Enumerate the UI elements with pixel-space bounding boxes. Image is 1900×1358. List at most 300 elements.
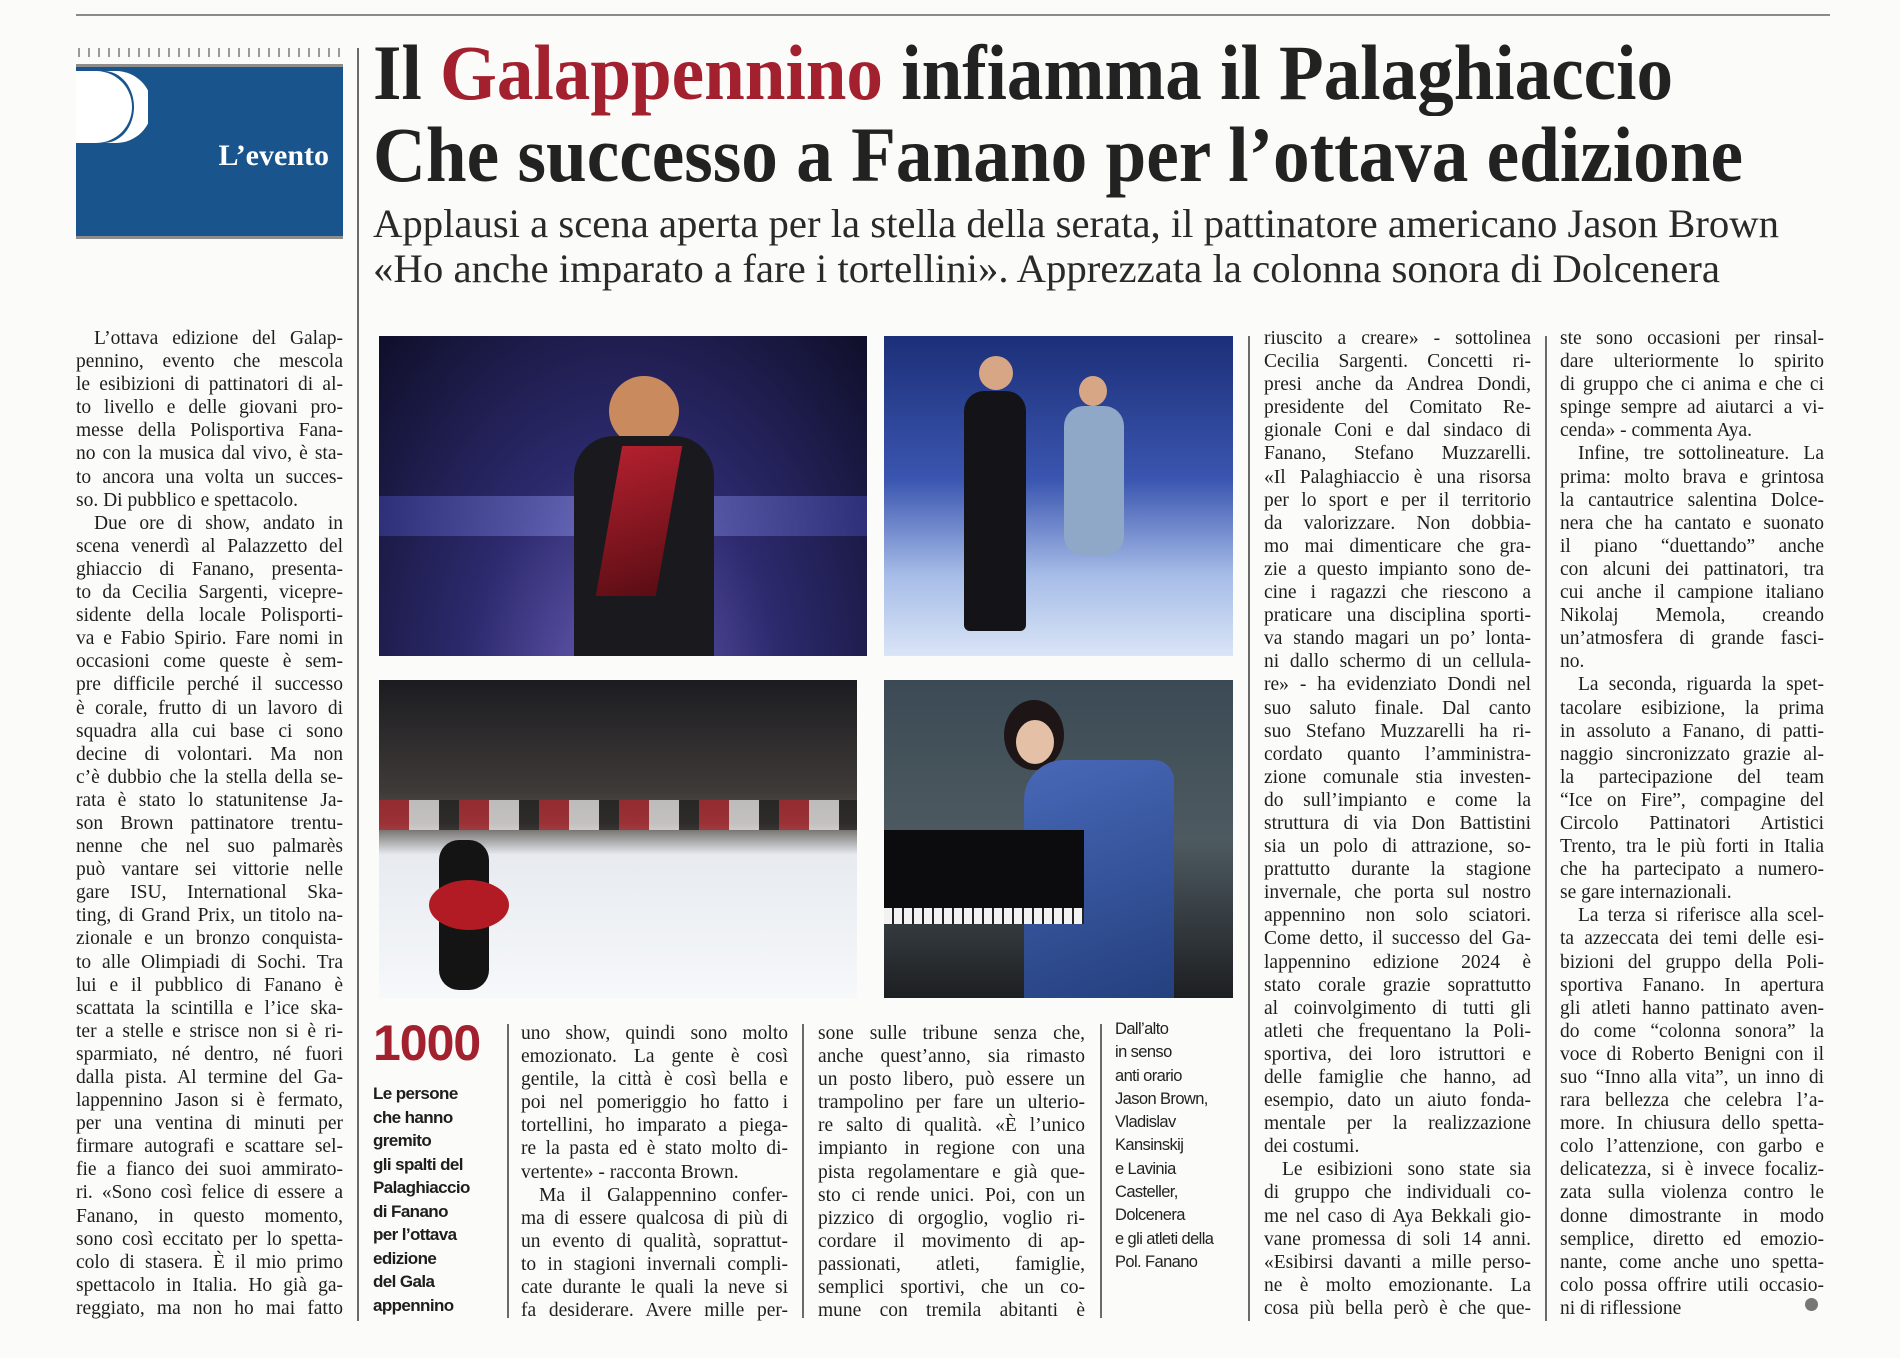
text-line: [76, 1228, 343, 1251]
text-line-content: un posto libero, può essere un: [818, 1069, 1085, 1091]
text-line-content: vane promessa di soli 14 anni.: [1264, 1228, 1531, 1250]
text-line-content: colo possa offrire utili occasio-: [1560, 1274, 1824, 1296]
text-line: [1560, 1043, 1824, 1066]
text-line-content: to da Cecilia Sargenti, vicepre-: [76, 582, 343, 604]
text-line: [521, 1299, 788, 1322]
text-line-content: c’è dubbio che la stella della se-: [76, 766, 343, 788]
text-line-content: può vantare sei vittorie nelle: [76, 859, 343, 881]
text-line-content: va e Fabio Spirio. Fare nomi in: [76, 628, 343, 650]
text-line-content: semplice, diretto ed emozio-: [1560, 1228, 1824, 1250]
text-line-content: se gare internazionali.: [1560, 882, 1732, 904]
text-line-content: poi nel pomeriggio ho fatto i: [521, 1092, 788, 1114]
text-line-content: pizzico di orgoglio, voglio ri-: [818, 1207, 1085, 1229]
text-line: [818, 1045, 1085, 1068]
text-line-content: fa desiderare. Avere mille per-: [521, 1300, 788, 1322]
text-line: [521, 1253, 788, 1276]
text-line: [1264, 581, 1531, 604]
text-line: [1264, 974, 1531, 997]
section-label: L’evento: [218, 139, 329, 172]
text-line: [76, 1066, 343, 1089]
text-line: [1560, 327, 1824, 350]
text-line: [76, 1205, 343, 1228]
text-line: [818, 1161, 1085, 1184]
text-line-content: cenda» - commenta Aya.: [1560, 420, 1753, 442]
text-line-content: struttura di via Don Battistini: [1264, 812, 1531, 834]
text-line-content: ghiaccio di Fanano, presenta-: [76, 558, 343, 580]
text-line-content: invernale, che porta sul nostro: [1264, 882, 1531, 904]
text-line-content: zionale e un bronzo conquista-: [76, 928, 343, 950]
text-line-content: Trento, tra le più forti in Italia: [1560, 836, 1824, 858]
factbox-caption-line: per l’ottava: [373, 1225, 457, 1244]
text-line-content: con alcuni dei pattinatori, tra: [1560, 558, 1824, 580]
text-line: [76, 1274, 343, 1297]
text-line: [76, 396, 343, 419]
text-line: [1560, 951, 1824, 974]
text-line: [818, 1114, 1085, 1137]
text-line: [818, 1299, 1085, 1322]
text-line-content: Ma il Galappennino confer-: [539, 1184, 788, 1206]
text-line: [1560, 997, 1824, 1020]
text-line: [1560, 535, 1824, 558]
text-line-content: colo l’attenzione, con garbo e: [1560, 1136, 1824, 1158]
text-line: [1264, 858, 1531, 881]
text-line: [1264, 1112, 1531, 1135]
text-line: [818, 1253, 1085, 1276]
photo-synchronized-skating: [379, 680, 857, 998]
text-line-content: La seconda, riguarda la spet-: [1578, 674, 1824, 696]
text-line: [1560, 673, 1824, 696]
text-line-content: ni di riflessione: [1560, 1297, 1682, 1319]
text-line-content: impianto in regione con una: [818, 1138, 1085, 1160]
paragraph: [1264, 327, 1531, 1158]
text-line: [521, 1137, 788, 1160]
text-line: [1560, 789, 1824, 812]
photo-caption-line: Pol. Fanano: [1115, 1252, 1198, 1271]
column-divider: [357, 48, 359, 1321]
text-line: [1264, 1297, 1531, 1320]
text-line: [76, 997, 343, 1020]
text-line: [1264, 904, 1531, 927]
text-line: [1560, 1228, 1824, 1251]
text-line-content: messe della Polisportiva Fana-: [76, 420, 343, 442]
text-line-content: per una ventina di minuti per: [76, 1113, 343, 1135]
text-line-content: son Brown pattinatore trentu-: [76, 812, 343, 834]
text-line: [818, 1068, 1085, 1091]
section-label-box: [76, 64, 343, 239]
photo-jason-brown: [379, 336, 867, 656]
text-line-content: La terza si riferisce alla scel-: [1578, 905, 1824, 927]
text-line: [76, 743, 343, 766]
text-line: [1264, 489, 1531, 512]
factbox-caption-line: Le persone: [373, 1084, 458, 1103]
text-line: [76, 974, 343, 997]
column-divider: [1545, 336, 1547, 1321]
text-line: [521, 1207, 788, 1230]
text-line: [76, 558, 343, 581]
text-line-content: dalla pista. Al termine del Ga-: [76, 1067, 343, 1088]
text-line-content: sone sulle tribune senza che,: [818, 1023, 1085, 1044]
text-line: [1264, 442, 1531, 465]
text-line-content: le esibizioni di pattinatori di al-: [76, 374, 343, 396]
text-line-content: emozionato. La gente è così: [521, 1046, 788, 1068]
text-line: [1560, 720, 1824, 743]
text-line: [1264, 673, 1531, 696]
text-line: [1560, 927, 1824, 950]
text-line: [818, 1137, 1085, 1160]
text-line: [1560, 419, 1824, 442]
text-line: [76, 1020, 343, 1043]
text-line: [818, 1230, 1085, 1253]
text-line: [1560, 1089, 1824, 1112]
text-line: [1264, 350, 1531, 373]
text-line: [818, 1184, 1085, 1207]
text-line-content: mo mai dimenticare che gra-: [1264, 535, 1531, 557]
text-line: [1560, 466, 1824, 489]
factbox-caption-line: appennino: [373, 1295, 454, 1315]
text-line: [76, 1251, 343, 1274]
paragraph: [76, 327, 343, 512]
text-line-content: cui anche il campione italiano: [1560, 582, 1824, 604]
text-line: [521, 1045, 788, 1068]
text-line: [76, 858, 343, 881]
text-line-content: in assoluto a Fanano, di patti-: [1560, 720, 1824, 742]
article-end-mark-icon: [1805, 1298, 1818, 1311]
text-line-content: che ha partecipato a numero-: [1560, 859, 1824, 881]
text-line: [818, 1207, 1085, 1230]
text-line-content: sparmiato, né dentro, né fuori: [76, 1043, 343, 1065]
text-line-content: L’ottava edizione del Galap-: [94, 328, 343, 349]
text-line: [1560, 604, 1824, 627]
text-line-content: lappennino Jason si è fermato,: [76, 1090, 343, 1112]
factbox-caption-line: che hanno: [373, 1107, 453, 1127]
paragraph: [521, 1022, 788, 1184]
column-divider: [1248, 336, 1250, 1321]
text-line: [1264, 373, 1531, 396]
text-line-content: to in stagioni invernali compli-: [521, 1253, 788, 1275]
text-line: [1560, 350, 1824, 373]
text-line: [76, 535, 343, 558]
text-line: [1264, 1020, 1531, 1043]
text-line: [76, 442, 343, 465]
text-line-content: Come detto, il successo del Ga-: [1264, 928, 1531, 950]
text-line: [76, 466, 343, 489]
text-line: [1264, 1089, 1531, 1112]
text-line: [76, 1089, 343, 1112]
text-line: [521, 1091, 788, 1114]
headline-highlight: Galappennino: [440, 29, 884, 116]
column-divider: [1100, 1024, 1102, 1318]
paragraph: [1560, 904, 1824, 1320]
text-line: [1560, 650, 1824, 673]
text-line-content: da valorizzare. Non dobbia-: [1264, 512, 1531, 534]
text-line: [1264, 1274, 1531, 1297]
text-line-content: di gruppo che ci anima e che ci: [1560, 374, 1824, 396]
text-line: [76, 1043, 343, 1066]
decorative-tick-strip: [78, 48, 340, 57]
text-line: [1560, 1135, 1824, 1158]
text-line: [76, 350, 343, 373]
text-line-content: pre difficile perché il successo: [76, 674, 343, 696]
text-line: [76, 1158, 343, 1181]
text-line: [1264, 1043, 1531, 1066]
factbox-caption-line: del Gala: [373, 1272, 435, 1291]
text-line-content: tacolare esibizione, la prima: [1560, 697, 1824, 719]
text-line: [1264, 835, 1531, 858]
text-line: [521, 1276, 788, 1299]
text-line-content: passionati, atleti, famiglie,: [818, 1253, 1085, 1275]
text-line-content: mune con tremila abitanti è: [818, 1300, 1085, 1322]
text-line-content: pennino, evento che mescola: [76, 351, 343, 373]
text-line-content: gare ISU, International Ska-: [76, 882, 343, 904]
text-line: [1264, 650, 1531, 673]
text-line-content: spettacolo in Italia. Ho già ga-: [76, 1274, 343, 1296]
text-line-content: pista regolamentare e già que-: [818, 1161, 1085, 1183]
text-line: [1560, 373, 1824, 396]
text-line-content: voce di Roberto Benigni con il: [1560, 1043, 1824, 1065]
text-line-content: prattutto durante la stagione: [1264, 859, 1531, 881]
photo-ice-dance-couple: [884, 336, 1233, 656]
text-line: [1560, 558, 1824, 581]
text-line: [76, 881, 343, 904]
text-line-content: Cecilia Sargenti. Concetti ri-: [1264, 351, 1531, 373]
text-line: [76, 1181, 343, 1204]
text-line-content: ter a stelle e strisce non si è ri-: [76, 1020, 343, 1042]
text-line-content: to ancora una volta un succes-: [76, 466, 343, 488]
text-line: [1264, 558, 1531, 581]
text-line: [1560, 581, 1824, 604]
text-line: [1264, 881, 1531, 904]
text-line: [1264, 789, 1531, 812]
text-line: [1264, 997, 1531, 1020]
paragraph: [1264, 1158, 1531, 1320]
text-line-content: ste sono occasioni per rinsal-: [1560, 328, 1824, 349]
text-line-content: decine di volontari. Ma non: [76, 743, 343, 765]
text-line: [1264, 1066, 1531, 1089]
text-line: [76, 673, 343, 696]
text-line-content: praticare una disciplina sporti-: [1264, 605, 1531, 627]
text-line: [1264, 720, 1531, 743]
photo-caption-line: Jason Brown,: [1115, 1089, 1208, 1108]
paragraph: [1560, 673, 1824, 904]
text-line-content: squadra alla cui base ci sono: [76, 720, 343, 742]
text-line-content: è corale, frutto di un lavoro di: [76, 697, 343, 719]
paragraph: [818, 1022, 1085, 1322]
text-line: [1560, 1112, 1824, 1135]
text-line-content: sportiva Fanano. In apertura: [1560, 974, 1824, 996]
text-line-content: zie a questo impianto sono de-: [1264, 558, 1531, 580]
text-line-content: cordare il movimento di ap-: [818, 1230, 1085, 1252]
text-line-content: Le esibizioni sono state sia: [1282, 1159, 1531, 1181]
text-line: [76, 604, 343, 627]
text-line: [1560, 512, 1824, 535]
text-line-content: atleti che frequentano la Poli-: [1264, 1020, 1531, 1042]
text-line-content: me nel caso di Aya Bekkali gio-: [1264, 1205, 1531, 1227]
text-line-content: scena venerdì al Palazzetto del: [76, 535, 343, 557]
text-line: [1560, 627, 1824, 650]
text-line-content: prima: molto brava e grintosa: [1560, 466, 1824, 488]
text-line: [1264, 604, 1531, 627]
text-line-content: delicatezza, si è invece focaliz-: [1560, 1159, 1824, 1181]
text-line-content: uno show, quindi sono molto: [521, 1023, 788, 1044]
text-line: [1560, 1181, 1824, 1204]
photo-caption-line: Vladislav: [1115, 1113, 1176, 1132]
text-line: [76, 789, 343, 812]
headline-line-2: [373, 111, 1832, 198]
text-line-content: more. In chiusura dello spetta-: [1560, 1113, 1824, 1135]
text-line: [1264, 535, 1531, 558]
text-line: [818, 1091, 1085, 1114]
quote-mark-icon: [76, 71, 148, 143]
text-line: [1560, 396, 1824, 419]
text-line-content: zione comunale stia investen-: [1264, 766, 1531, 788]
text-line: [76, 766, 343, 789]
text-line: [521, 1161, 788, 1184]
article-column-4: [1264, 327, 1531, 1320]
text-line-content: va stando magari un po’ lonta-: [1264, 628, 1531, 650]
text-line-content: delle famiglie che hanno, ad: [1264, 1067, 1531, 1088]
text-line: [1560, 697, 1824, 720]
text-line-content: re salto di qualità. «È l’unico: [818, 1115, 1085, 1137]
text-line: [1264, 1135, 1531, 1158]
text-line-content: colo di stasera. È il mio primo: [76, 1251, 343, 1273]
text-line: [1264, 627, 1531, 650]
text-line-content: suo Stefano Muzzarelli ha ri-: [1264, 720, 1531, 742]
text-line: [76, 512, 343, 535]
text-line-content: riuscito a creare» - sottolinea: [1264, 328, 1531, 349]
subtitle-line-2: [373, 246, 1720, 291]
photo-caption-line: Casteller,: [1115, 1183, 1178, 1202]
text-line-content: lui e il pubblico di Fanano è: [76, 974, 343, 996]
factbox-caption-line: Palaghiaccio: [373, 1178, 470, 1197]
text-line-content: fie a fianco dei suoi ammirato-: [76, 1159, 343, 1181]
photo-caption-line: Kansinskij: [1115, 1136, 1184, 1155]
text-line-content: reggiato, ma non ho mai fatto: [76, 1297, 343, 1319]
text-line-content: mentale per la realizzazione: [1264, 1113, 1531, 1135]
text-line-content: to alle Olimpiadi di Sochi. Tra: [76, 951, 343, 973]
text-line: [1264, 1228, 1531, 1251]
text-line: [1264, 1205, 1531, 1228]
text-line: [521, 1022, 788, 1045]
text-line-content: Fanano, Stefano Muzzarelli.: [1264, 443, 1531, 465]
photo-caption-line: e Lavinia: [1115, 1159, 1176, 1178]
text-line: [1560, 743, 1824, 766]
column-divider: [802, 1024, 804, 1318]
text-line-content: ri. «Sono così felice di essere a: [76, 1182, 343, 1204]
top-rule: [76, 14, 1830, 16]
text-line-content: la cantautrice salentina Dolce-: [1560, 489, 1824, 511]
text-line-content: vertente» - racconta Brown.: [521, 1161, 739, 1183]
text-line: [76, 927, 343, 950]
photo-caption: [1115, 1018, 1245, 1274]
text-line-content: rara bellezza che celebra l’a-: [1560, 1090, 1824, 1112]
text-line: [76, 327, 343, 350]
photo-caption-line: e gli atleti della: [1115, 1229, 1214, 1248]
text-line-content: do sull’impianto e come la: [1264, 789, 1531, 811]
text-line: [76, 1297, 343, 1320]
text-line: [76, 812, 343, 835]
factbox-caption: [373, 1082, 493, 1317]
text-line: [521, 1114, 788, 1137]
factbox-number: 1000: [373, 1015, 481, 1071]
text-line: [521, 1184, 788, 1207]
text-line-content: suo saluto finale. Dal canto: [1264, 697, 1531, 719]
text-line: [1560, 1205, 1824, 1228]
headline-line-1: [373, 29, 1760, 116]
text-line: [1264, 1251, 1531, 1274]
text-line-content: un evento di qualità, soprattut-: [521, 1230, 788, 1252]
article-column-1: [76, 327, 343, 1320]
text-line-content: cine i ragazzi che riescono a: [1264, 582, 1531, 604]
paragraph: [1560, 327, 1824, 442]
text-line: [76, 1112, 343, 1135]
text-line-content: tortellini, ho imparato a piega-: [521, 1115, 788, 1137]
text-line: [1264, 697, 1531, 720]
text-line-content: “Ice on Fire”, compagine del: [1560, 789, 1824, 811]
text-line: [1560, 1158, 1824, 1181]
text-line-content: Nikolaj Memola, creando: [1560, 605, 1824, 627]
text-line-content: la partecipazione del team: [1560, 766, 1824, 788]
text-line: [76, 419, 343, 442]
subtitle-text: «Ho anche imparato a fare i tortellini». Apprezzata la colonna sonora di Dolcenera: [373, 246, 1720, 291]
text-line-content: Fanano, in questo momento,: [76, 1205, 343, 1227]
text-line-content: cordato quanto l’amministra-: [1264, 743, 1531, 765]
text-line-content: nera che ha cantato e suonato: [1560, 512, 1824, 534]
text-line: [76, 904, 343, 927]
text-line: [76, 650, 343, 673]
photo-caption-line: Dolcenera: [1115, 1206, 1185, 1225]
factbox-caption-line: gli spalti del: [373, 1154, 463, 1174]
text-line: [76, 951, 343, 974]
subtitle-line-1: [373, 201, 1779, 246]
text-line-content: al coinvolgimento di tutti gli: [1264, 997, 1531, 1019]
factbox-caption-line: di Fanano: [373, 1201, 448, 1221]
subtitle-text: Applausi a scena aperta per la stella della serata, il pattinatore americano Jason Brown: [373, 201, 1779, 246]
text-line: [76, 581, 343, 604]
text-line: [76, 489, 343, 512]
article-column-3: [818, 1022, 1085, 1322]
article-column-5: [1560, 327, 1824, 1320]
factbox-caption-line: edizione: [373, 1248, 437, 1268]
text-line: [76, 720, 343, 743]
text-line: [1264, 512, 1531, 535]
photo-caption-line: Dall’alto: [1115, 1020, 1169, 1038]
text-line-content: semplici sportivi, che un co-: [818, 1277, 1085, 1299]
text-line-content: per lo sport e per il territorio: [1264, 489, 1531, 511]
photo-dolcenera-at-piano: [884, 680, 1233, 998]
text-line: [1560, 489, 1824, 512]
paragraph: [1560, 442, 1824, 673]
text-line: [1560, 835, 1824, 858]
text-line-content: to livello e delle giovani pro-: [76, 397, 343, 419]
text-line-content: di gruppo che individuali co-: [1264, 1182, 1531, 1204]
photo-caption-line: in senso: [1115, 1043, 1172, 1062]
text-line: [1560, 881, 1824, 904]
text-line-content: occasioni come queste è sem-: [76, 651, 343, 673]
text-line-content: Circolo Pattinatori Artistici: [1560, 812, 1824, 834]
text-line: [1560, 812, 1824, 835]
text-line: [1264, 327, 1531, 350]
text-line: [1264, 766, 1531, 789]
text-line-content: Due ore di show, andato in: [94, 512, 343, 534]
text-line: [76, 627, 343, 650]
text-line-content: zata sulla violenza contro le: [1560, 1182, 1824, 1204]
text-line-content: rata è stato lo statunitense Ja-: [76, 789, 343, 811]
text-line-content: anche quest’anno, sia rimasto: [818, 1046, 1085, 1068]
text-line-content: re la pasta ed è stato molto di-: [521, 1138, 788, 1160]
text-line: [818, 1022, 1085, 1045]
text-line: [1560, 858, 1824, 881]
text-line: [521, 1068, 788, 1091]
